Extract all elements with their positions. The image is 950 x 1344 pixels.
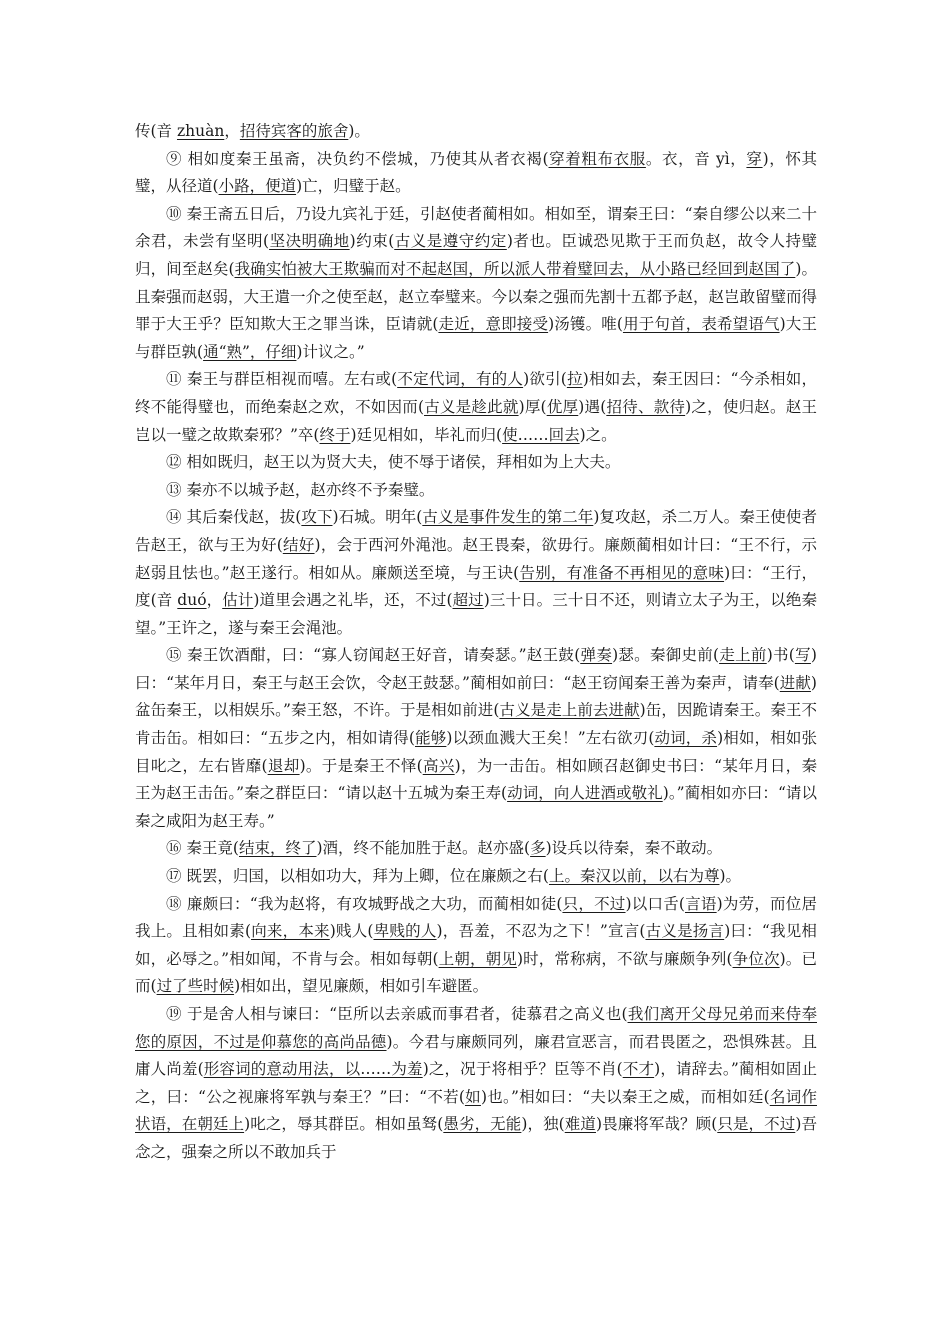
text-segment: )瑟。秦御史前( bbox=[612, 646, 720, 665]
text-segment: )，为一击缶。相如顾召赵御史书曰：“某年月日，秦王为赵王击缶。”秦之群臣曰：“请以赵十五城为秦王寿( bbox=[135, 756, 817, 803]
text-segment: )书( bbox=[766, 646, 795, 665]
text-segment: )道里会遇之礼毕，还，不过( bbox=[253, 591, 453, 610]
annotation-underlined: 言语 bbox=[684, 894, 717, 913]
annotation-underlined: 如 bbox=[464, 1087, 481, 1106]
text-segment: )，怀其璧，从径道( bbox=[135, 149, 817, 196]
annotation-underlined: 只是，不过 bbox=[717, 1115, 796, 1134]
annotation-underlined: 争位次 bbox=[732, 949, 780, 968]
text-segment: )计议之。” bbox=[296, 342, 365, 361]
text-segment: )，请辞去。”蔺相如固止之，曰：“公之视廉将军孰与秦王？”曰：“不若( bbox=[135, 1060, 817, 1106]
text-segment: )。于是秦王不怿( bbox=[299, 756, 423, 775]
text-segment: ⑱ 廉颇曰：“我为赵将，有攻城野战之大功，而蔺相如徒( bbox=[166, 894, 563, 913]
annotation-underlined: zhuàn bbox=[176, 122, 225, 140]
text-segment: )曰：“某年月日，秦王与赵王会饮，令赵王鼓瑟。”蔺相如前曰：“赵王窃闻秦王善为秦声，请奉( bbox=[135, 646, 817, 692]
text-segment: )厚( bbox=[518, 397, 547, 416]
annotation-underlined: 穿着粗布衣服 bbox=[548, 149, 646, 168]
text-segment: )遇( bbox=[578, 397, 607, 416]
text-segment: )者也。臣诚恐见欺于王而负赵，故令人持璧归，间至赵矣( bbox=[135, 232, 817, 278]
annotation-underlined: duó bbox=[177, 591, 207, 610]
text-segment: )之。 bbox=[579, 425, 617, 444]
text-segment: ⑩ 秦王斋五日后，乃设九宾礼于廷，引赵使者蔺相如。相如至，谓秦王曰：“秦自缪公以来二十余君，未尝有坚明( bbox=[135, 204, 817, 251]
text-segment: 传(音 bbox=[135, 122, 177, 140]
paragraph bbox=[135, 366, 817, 449]
paragraph bbox=[135, 891, 817, 1001]
text-segment: )廷见相如，毕礼而归( bbox=[350, 425, 503, 444]
paragraph bbox=[135, 835, 817, 863]
text-segment: )曰：“我见相如，必辱之。”相如闻，不肯与会。相如每朝( bbox=[135, 922, 817, 968]
annotation-underlined: 我们离开父母兄弟而来侍奉您的原因，不过是仰慕您的高尚品德 bbox=[135, 1005, 817, 1051]
text-segment: ⑰ 既罢，归国，以相如功大，拜为上卿，位在廉颇之右( bbox=[166, 867, 549, 886]
text-segment: )，独( bbox=[521, 1115, 565, 1134]
annotation-underlined: 使……回去 bbox=[502, 425, 580, 444]
text-segment: ⑲ 于是舍人相与谏曰：“臣所以去亲戚而事君者，徒慕君之高义也( bbox=[166, 1005, 628, 1023]
annotation-underlined: 能够 bbox=[414, 729, 447, 748]
text-segment: )相如出，望见廉颇，相如引车避匿。 bbox=[234, 977, 489, 996]
text-segment: )也。”相如曰：“夫以秦王之威，而相如廷( bbox=[480, 1087, 770, 1106]
text-segment: )约束( bbox=[349, 232, 395, 251]
annotation-underlined: 我确实怕被大王欺骗而对不起赵国，所以派人带着璧回去，从小路已经回到赵国了 bbox=[234, 259, 796, 278]
annotation-underlined: 用于句首，表希望语气 bbox=[622, 315, 780, 334]
annotation-underlined: 拉 bbox=[566, 370, 583, 389]
annotation-underlined: 弹奏 bbox=[580, 646, 613, 665]
annotation-underlined: 只，不过 bbox=[562, 894, 626, 913]
annotation-underlined: 写 bbox=[794, 646, 811, 665]
text-segment: )吾念之，强秦之所以不敢加兵于 bbox=[135, 1115, 817, 1161]
annotation-underlined: 估计 bbox=[222, 591, 254, 610]
annotation-underlined: 古义是事件发生的第二年 bbox=[422, 508, 594, 527]
text-segment: ⑬ 秦亦不以城予赵，赵亦终不予秦璧。 bbox=[166, 480, 435, 499]
annotation-underlined: 动词，杀 bbox=[654, 729, 718, 748]
annotation-underlined: 穿 bbox=[746, 149, 763, 168]
annotation-underlined: 退却 bbox=[267, 756, 300, 775]
annotation-underlined: 不定代词，有的人 bbox=[397, 370, 524, 389]
text-segment: ⑯ 秦王竟( bbox=[166, 839, 239, 858]
paragraph bbox=[135, 863, 817, 891]
annotation-underlined: 坚决明确地 bbox=[269, 232, 350, 251]
text-segment: ⑭ 其后秦伐赵，拔( bbox=[166, 508, 302, 527]
annotation-underlined: 攻下 bbox=[301, 508, 333, 527]
annotation-underlined: 愚劣，无能 bbox=[443, 1115, 522, 1134]
annotation-underlined: 名词作状语，在朝廷上 bbox=[135, 1087, 817, 1134]
annotation-underlined: 古义是扬言 bbox=[645, 922, 725, 941]
annotation-underlined: 走上前 bbox=[719, 646, 767, 665]
text-segment: )叱之，辱其群臣。相如虽驽( bbox=[244, 1115, 444, 1134]
annotation-underlined: 招待宾客的旅舍 bbox=[239, 122, 349, 140]
annotation-underlined: 动词，向人进酒或敬礼 bbox=[507, 784, 663, 803]
text-segment: )。已而( bbox=[135, 949, 817, 996]
text-segment: )以颈血溅大王矣！”左右欲刃( bbox=[446, 729, 655, 748]
annotation-underlined: 向来，本来 bbox=[251, 922, 330, 941]
text-segment: ， bbox=[224, 122, 240, 140]
annotation-underlined: 难道 bbox=[564, 1115, 596, 1134]
text-segment: )。”蔺相如亦曰：“请以秦之咸阳为赵王寿。” bbox=[135, 784, 817, 830]
text-segment: )时，常称病，不欲与廉颇争列( bbox=[516, 949, 733, 968]
annotation-underlined: 古义是遵守约定 bbox=[394, 232, 507, 251]
paragraph bbox=[135, 201, 817, 367]
annotation-underlined: 超过 bbox=[452, 591, 484, 610]
annotation-underlined: 终于 bbox=[319, 425, 351, 444]
paragraph bbox=[135, 477, 817, 505]
text-segment: )曰：“王行，度(音 bbox=[135, 563, 817, 610]
text-segment: )以口舌( bbox=[625, 894, 685, 913]
annotation-underlined: 进献 bbox=[779, 673, 811, 692]
annotation-underlined: 小路，便道 bbox=[218, 177, 297, 196]
text-segment: )设兵以待秦，秦不敢动。 bbox=[545, 839, 723, 858]
annotation-underlined: 告别，有准备不再相见的意味 bbox=[519, 563, 725, 582]
paragraph bbox=[135, 504, 817, 642]
document-body bbox=[135, 118, 817, 1167]
annotation-underlined: 多 bbox=[530, 839, 546, 858]
text-segment: )亡，归璧于赵。 bbox=[296, 177, 411, 196]
text-segment: )为劳，而位居我上。且相如素( bbox=[135, 894, 817, 941]
text-segment: )之，使归赵。赵王岂以一璧之故欺秦邪？”卒( bbox=[135, 397, 817, 444]
text-segment: )欲引( bbox=[523, 370, 567, 389]
annotation-underlined: 招待、款待 bbox=[606, 397, 686, 416]
annotation-underlined: 走近，意即接受 bbox=[438, 315, 549, 334]
annotation-underlined: 上。秦汉以前，以右为尊 bbox=[548, 867, 720, 886]
paragraph bbox=[135, 1001, 817, 1167]
text-segment: ⑫ 相如既归，赵王以为贤大夫，使不辱于诸侯，拜相如为上大夫。 bbox=[166, 453, 621, 472]
text-segment: )。今君与廉颇同列，廉君宣恶言，而君畏匿之，恐惧殊甚。且庸人尚羞( bbox=[135, 1032, 817, 1079]
text-segment: )。 bbox=[348, 122, 370, 140]
annotation-underlined: 古义是走上前去进献 bbox=[499, 701, 640, 720]
annotation-underlined: 上朝，朝见 bbox=[438, 949, 517, 968]
annotation-underlined: 不才 bbox=[622, 1060, 655, 1079]
annotation-underlined: 优厚 bbox=[546, 397, 579, 416]
annotation-underlined: 古义是趁此就 bbox=[424, 397, 519, 416]
paragraph bbox=[135, 449, 817, 477]
annotation-underlined: 形容词的意动用法，以……为羞 bbox=[203, 1060, 423, 1079]
text-segment: )相如，相如张目叱之，左右皆靡( bbox=[135, 729, 817, 775]
annotation-underlined: 卑贱的人 bbox=[373, 922, 437, 941]
paragraph bbox=[135, 146, 817, 201]
annotation-underlined: 高兴 bbox=[422, 756, 455, 775]
text-segment: )相如去，秦王因曰：“今杀相如，终不能得璧也，而绝秦赵之欢，不如因而( bbox=[135, 370, 817, 416]
text-segment: )缶，因跪请秦王。秦王不肯击缶。相如曰：“五步之内，相如请得( bbox=[135, 701, 817, 748]
annotation-underlined: 过了些时候 bbox=[156, 977, 235, 996]
annotation-underlined: 结好 bbox=[282, 535, 315, 554]
text-segment: )汤镬。唯( bbox=[548, 315, 623, 334]
text-segment: )酒，终不能加胜于赵。赵亦盛( bbox=[316, 839, 531, 858]
text-segment: )石城。明年( bbox=[332, 508, 423, 527]
paragraph bbox=[135, 642, 817, 835]
text-segment: )复攻赵，杀二万人。秦王使使者告赵王，欲与王为好( bbox=[135, 508, 817, 554]
annotation-underlined: 通“熟”，仔细 bbox=[203, 342, 297, 361]
text-segment: )大王与群臣孰( bbox=[135, 315, 817, 361]
text-segment: ⑨ 相如度秦王虽斋，决负约不偿城，乃使其从者衣褐( bbox=[166, 149, 549, 168]
annotation-underlined: 结束，终了 bbox=[238, 839, 317, 858]
text-segment: )，吾羞，不忍为之下！”宣言( bbox=[436, 922, 646, 941]
text-segment: )畏廉将军哉？顾( bbox=[595, 1115, 718, 1134]
text-segment: )三十日。三十日不还，则请立太子为王，以绝秦望。”王许之，遂与秦王会渑池。 bbox=[135, 591, 817, 637]
text-segment: )。 bbox=[719, 867, 742, 886]
text-segment: )盆缶秦王，以相娱乐。”秦王怒，不许。于是相如前进( bbox=[135, 673, 817, 720]
text-segment: ， bbox=[206, 591, 223, 610]
text-segment: 。衣，音 yì， bbox=[645, 149, 747, 168]
text-segment: ⑮ 秦王饮酒酣，曰：“寡人窃闻赵王好音，请奏瑟。”赵王鼓( bbox=[166, 646, 581, 665]
text-segment: )贱人( bbox=[329, 922, 374, 941]
text-segment: ⑪ 秦王与群臣相视而嘻。左右或( bbox=[166, 370, 398, 389]
text-segment: )，会于西河外渑池。赵王畏秦，欲毋行。廉颇蔺相如计曰：“王不行，示赵弱且怯也。”赵王遂行。相如从。廉颇送至境，与王诀( bbox=[135, 535, 817, 582]
text-segment: )。且秦强而赵弱，大王遣一介之使至赵，赵立奉璧来。今以秦之强而先割十五都予赵，赵岂敢留璧而得罪于大王乎？臣知欺大王之罪当诛，臣请就( bbox=[135, 259, 818, 334]
text-segment: )之，况于将相乎？臣等不肖( bbox=[422, 1060, 623, 1079]
paragraph bbox=[135, 118, 817, 146]
